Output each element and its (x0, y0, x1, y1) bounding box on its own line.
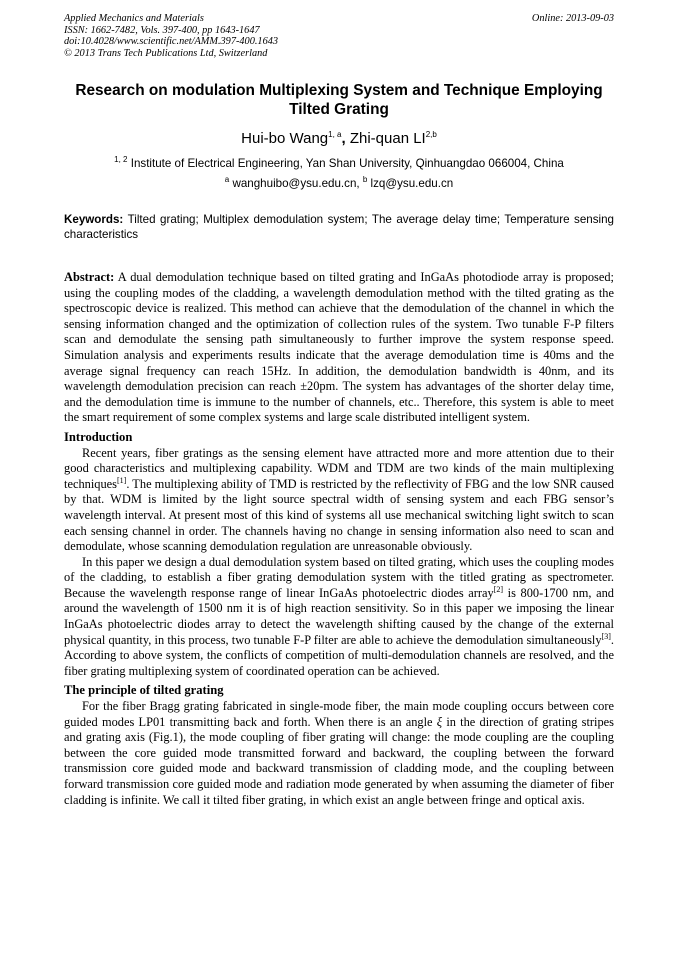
principle-paragraph-1 (64, 699, 614, 808)
intro-p2-text-b: is 800-1700 nm, and around the wavelength of 1500 nm it is of high reaction sensitivity. So in this paper we imposing the linear InGaAs photoelectric diodes array to detect the wavelength shifting caused by the change of the external physical quantity, in this process, two tunable F-P filter are able to achieve the demodulation simultaneously (64, 585, 614, 647)
keywords (64, 212, 614, 242)
affiliation-sup: 1, 2 (114, 155, 128, 165)
abstract (64, 270, 614, 426)
online-date: Online: 2013-09-03 (531, 13, 614, 24)
journal-header (64, 13, 614, 59)
author-2-name: Zhi-quan LI (349, 130, 426, 147)
author-emails (60, 177, 618, 190)
introduction-paragraph-1 (64, 446, 614, 555)
author-1-affil: 1, a (328, 130, 342, 139)
title-line-2: Tilted Grating (289, 101, 389, 118)
email-a-sup: a (224, 175, 230, 185)
abstract-label: Abstract: (64, 270, 115, 284)
intro-p2-text-a: In this paper we design a dual demodulation system based on tilted grating, which uses the coupling modes of the cladding, to establish a fiber grating demodulation system with the titled grating as spectrometer. Because the wavelength response range of linear InGaAs photoelectric diodes array (64, 554, 614, 600)
author-1-name: Hui-bo Wang (241, 130, 329, 147)
keywords-label: Keywords: (64, 213, 124, 226)
title-line-1: Research on modulation Multiplexing System and Technique Employing (75, 82, 603, 99)
copyright-line: © 2013 Trans Tech Publications Ltd, Switzerland (64, 47, 268, 59)
intro-p1-text-a: Recent years, fiber gratings as the sensing element have attracted more and more attention due to their good characteristics and multiplexing capability. WDM and TDM are two kinds of the main multiplexing techniques (64, 445, 614, 491)
paper-title (60, 81, 618, 119)
journal-name: Applied Mechanics and Materials (64, 13, 204, 24)
xi-symbol: ξ (436, 714, 443, 729)
citation-2: [2] (493, 584, 504, 594)
principle-p1-text-a: For the fiber Bragg grating fabricated in single-mode fiber, the main mode coupling occurs between core guided modes LP01 transmitting back and forth. When there is an angle (64, 699, 614, 729)
citation-3: [3] (601, 631, 611, 641)
principle-p1-text-b: in the direction of grating stripes and grating axis (Fig.1), the mode coupling of fiber grating will change: the mode coupling are the coupling between the core guided mode transmitted forward and backward, the coupling between the forward transmission core guided mode and backward transmission of cladding mode, and the coupling between forward transmission core guided mode and radiation mode generated by when assuming the diameter of fiber cladding is infinite. We call it tilted fiber grating, in which exist an angle between fringe and optical axis. (64, 714, 614, 807)
keywords-text: Tilted grating; Multiplex demodulation system; The average delay time; Temperature sensing characteristics (64, 213, 614, 241)
email-a: wanghuibo@ysu.edu.cn, (232, 177, 360, 190)
introduction-heading: Introduction (64, 429, 133, 444)
email-b: lzq@ysu.edu.cn (370, 177, 454, 190)
abstract-text: A dual demodulation technique based on tilted grating and InGaAs photodiode array is proposed; using the coupling modes of the cladding, a wavelength demodulation method with the tilted grating as the spectroscopic device is realized. This method can achieve that the demodulation of the channel in which the sensing information changed and the optimization of collection rules of the system. Two tunable F-P filters scan and demodulate the sensing path simultaneously to further improve the system response speed. Simulation analysis and experiments results indicate that the average demodulation time is 40ms and the average signal frequency can reach 15Hz. In addition, the demodulation bandwidth is 40nm, and its wavelength demodulation precision can reach ±20pm. The system has advantages of the shorter delay time, and the demodulation time is immune to the number of channels, etc.. Therefore, this system is able to meet the smart requirement of some complex systems and large scale distributed intelligent system. (64, 270, 615, 425)
affiliation (60, 157, 618, 170)
affiliation-text: Institute of Electrical Engineering, Yan Shan University, Qinhuangdao 066004, China (130, 157, 564, 170)
author-list (60, 130, 618, 147)
citation-1: [1] (117, 475, 127, 485)
intro-p2-text-c: . According to above system, the conflicts of competition of multi-demodulation channels are resolved, and the fiber grating multiplexing system of coordinated operation can be achieved. (64, 632, 614, 678)
email-b-sup: b (362, 175, 368, 185)
author-2-affil: 2,b (425, 130, 437, 139)
author-separator: , (341, 130, 346, 147)
doi-line: doi:10.4028/www.scientific.net/AMM.397-400.1643 (64, 36, 279, 48)
principle-heading: The principle of tilted grating (64, 683, 224, 698)
introduction-paragraph-2 (64, 555, 614, 680)
issn-line: ISSN: 1662-7482, Vols. 397-400, pp 1643-1647 (64, 24, 260, 36)
intro-p1-text-b: . The multiplexing ability of TMD is restricted by the reflectivity of FBG and the low SNR caused by that. WDM is limited by the light source spectral width of sensing system and each FBG sensor’s wavelength interval. At present most of this kind of systems all use mechanical switching light switch to scan each sensing channel in order. The channels having no change in sensing information also need to scan and demodulate, whose scanning demodulation regulation are unreasonable obviously. (64, 476, 614, 554)
paper-body (64, 270, 614, 808)
